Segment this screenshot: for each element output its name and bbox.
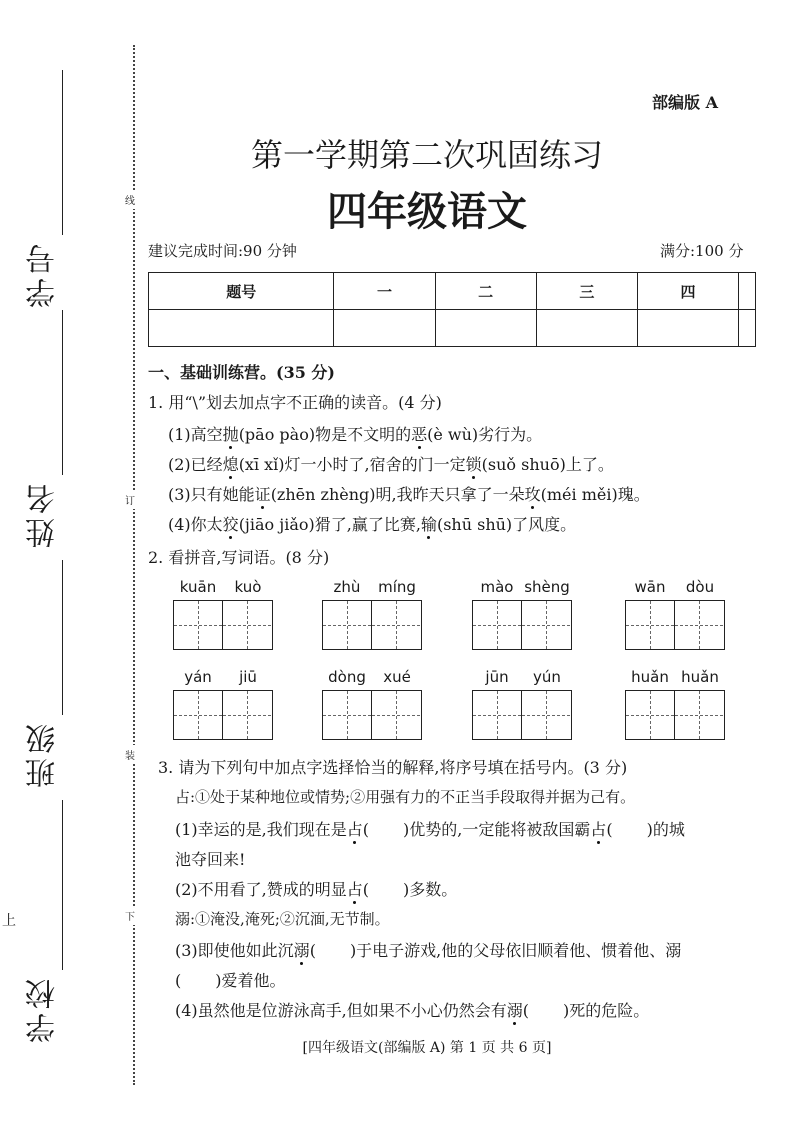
writing-grid[interactable]	[625, 600, 725, 650]
full-score: 满分:100 分	[660, 242, 744, 260]
pinyin-syllable: xué	[383, 668, 411, 686]
q1-dotted-char: 锁	[465, 455, 482, 474]
school-line[interactable]	[62, 800, 63, 970]
page-footer: [四年级语文(部编版 A) 第 1 页 共 6 页]	[302, 1040, 552, 1056]
class-line[interactable]	[62, 560, 63, 715]
q3-text: )优势的,一定能将被敌国霸	[403, 820, 591, 839]
q3-dotted-char: 溺	[506, 1001, 523, 1020]
binding-mark-line: 线	[125, 190, 135, 209]
q3-dotted-char: 溺	[293, 941, 310, 960]
time-hint: 建议完成时间:90 分钟	[148, 242, 297, 260]
q1-dotted-char: 证	[254, 485, 271, 504]
writing-grid[interactable]	[322, 690, 422, 740]
edge-mark: 上	[2, 913, 16, 929]
q1-text: (3)只有她能	[168, 485, 255, 504]
q1-text: (jiāo jiǎo)猾了,赢了比赛,	[238, 515, 421, 534]
q3-text: )爱着他。	[215, 971, 286, 990]
pinyin-syllable: jūn	[485, 668, 509, 686]
q1-text: (méi měi)瑰。	[540, 485, 650, 504]
score-table	[148, 272, 756, 347]
q3-text: (	[522, 1001, 530, 1020]
score-table-input-row	[149, 310, 756, 347]
q1-dotted-char: 恶	[411, 425, 428, 444]
q3-sentence-1-cont: 池夺回来!	[175, 850, 246, 869]
q1-item	[168, 512, 576, 535]
score-input-cell[interactable]	[334, 310, 435, 347]
q1-text: (zhēn zhèng)明,我昨天只拿了一朵	[270, 485, 525, 504]
q1-item	[168, 482, 650, 505]
q1-text: (1)高空	[168, 425, 223, 444]
student-id-label: 学号	[26, 240, 61, 308]
q3-definition-ni: 溺:①淹没,淹死;②沉湎,无节制。	[175, 910, 390, 928]
page-title: 第一学期第二次巩固练习	[250, 136, 603, 174]
q1-text: (4)你太	[168, 515, 223, 534]
writing-grid[interactable]	[472, 690, 572, 740]
score-input-cell[interactable]	[637, 310, 738, 347]
q1-text: (xī xǐ)灯一小时了,宿舍的门一定	[238, 455, 466, 474]
school-label: 学校	[26, 975, 61, 1043]
q3-text: (	[362, 880, 370, 899]
score-header-cell: 题号	[149, 273, 334, 310]
q1-text: (2)已经	[168, 455, 223, 474]
q2-prompt: 2. 看拼音,写词语。(8 分)	[148, 548, 330, 567]
pinyin-syllable: yán	[184, 668, 212, 686]
score-header-cell	[739, 273, 756, 310]
pinyin-syllable: kuān	[179, 578, 217, 596]
q3-text: (1)幸运的是,我们现在是	[175, 820, 347, 839]
pinyin-syllable: kuò	[234, 578, 262, 596]
score-header-cell: 二	[435, 273, 536, 310]
q3-text: (	[309, 941, 316, 960]
pinyin-syllable: shèng	[524, 578, 570, 596]
version-label: 部编版 A	[652, 93, 718, 112]
pinyin-syllable: dòu	[685, 578, 715, 596]
section1-title: 一、基础训练营。(35 分)	[148, 363, 335, 382]
q3-prompt: 3. 请为下列句中加点字选择恰当的解释,将序号填在括号内。(3 分)	[158, 758, 628, 777]
q3-text: (2)不用看了,赞成的明显	[175, 880, 347, 899]
pinyin-syllable: huǎn	[681, 668, 719, 686]
q1-prompt: 1. 用“\”划去加点字不正确的读音。(4 分)	[148, 393, 442, 412]
q3-definition-zhan: 占:①处于某种地位或情势;②用强有力的不正当手段取得并据为己有。	[175, 788, 636, 806]
q3-text: )多数。	[403, 880, 458, 899]
q3-sentence-4	[175, 998, 649, 1021]
q1-item	[168, 452, 614, 475]
score-input-cell[interactable]	[435, 310, 536, 347]
q3-text: )于电子游戏,他的父母依旧顺着他、惯着他、溺	[349, 941, 682, 960]
name-label: 姓名	[26, 480, 61, 548]
q3-text: (	[362, 820, 370, 839]
binding-mark-xia: 下	[125, 906, 135, 925]
writing-grid[interactable]	[472, 600, 572, 650]
score-table-header-row	[149, 273, 756, 310]
q3-text: (	[175, 971, 182, 990]
pinyin-syllable: wān	[634, 578, 666, 596]
pinyin-syllable: jiū	[239, 668, 257, 686]
q3-text: (3)即使他如此沉	[175, 941, 294, 960]
q1-text: (pāo pào)物是不文明的	[238, 425, 412, 444]
q3-text: )的城	[646, 820, 685, 839]
q3-text: (4)虽然他是位游泳高手,但如果不小心仍然会有	[175, 1001, 507, 1020]
score-input-cell[interactable]	[536, 310, 637, 347]
subject-title: 四年级语文	[327, 189, 527, 235]
writing-grid[interactable]	[625, 690, 725, 740]
q3-dotted-char: 占	[590, 820, 607, 839]
pinyin-syllable: zhù	[333, 578, 361, 596]
writing-grid[interactable]	[173, 600, 273, 650]
score-header-cell: 四	[637, 273, 738, 310]
q1-dotted-char: 输	[420, 515, 437, 534]
q1-dotted-char: 熄	[222, 455, 239, 474]
score-header-cell: 一	[334, 273, 435, 310]
class-label: 班级	[26, 720, 61, 788]
pinyin-syllable: dòng	[328, 668, 366, 686]
q3-sentence-3	[175, 938, 681, 961]
q3-sentence-1	[175, 817, 685, 840]
q1-item	[168, 422, 542, 445]
pinyin-syllable: huǎn	[631, 668, 669, 686]
binding-mark-ding: 订	[125, 490, 135, 509]
q3-dotted-char: 占	[346, 820, 363, 839]
q3-text: )死的危险。	[563, 1001, 650, 1020]
pinyin-syllable: míng	[378, 578, 416, 596]
pinyin-syllable: yún	[533, 668, 561, 686]
score-input-cell[interactable]	[739, 310, 756, 347]
score-input-cell[interactable]	[149, 310, 334, 347]
q3-sentence-2	[175, 877, 457, 900]
q1-dotted-char: 抛	[222, 425, 239, 444]
q3-sentence-3-cont	[175, 968, 286, 991]
q1-dotted-char: 玫	[524, 485, 541, 504]
q3-dotted-char: 占	[346, 880, 363, 899]
writing-grid[interactable]	[173, 690, 273, 740]
q1-text: (suǒ shuō)上了。	[481, 455, 614, 474]
writing-grid[interactable]	[322, 600, 422, 650]
q1-text: (shū shū)了风度。	[436, 515, 577, 534]
pinyin-syllable: mào	[480, 578, 514, 596]
q3-text: (	[606, 820, 613, 839]
q1-text: (è wù)劣行为。	[427, 425, 543, 444]
name-line[interactable]	[62, 310, 63, 475]
q1-dotted-char: 狡	[222, 515, 239, 534]
binding-mark-zhuang: 装	[125, 745, 135, 764]
score-header-cell: 三	[536, 273, 637, 310]
